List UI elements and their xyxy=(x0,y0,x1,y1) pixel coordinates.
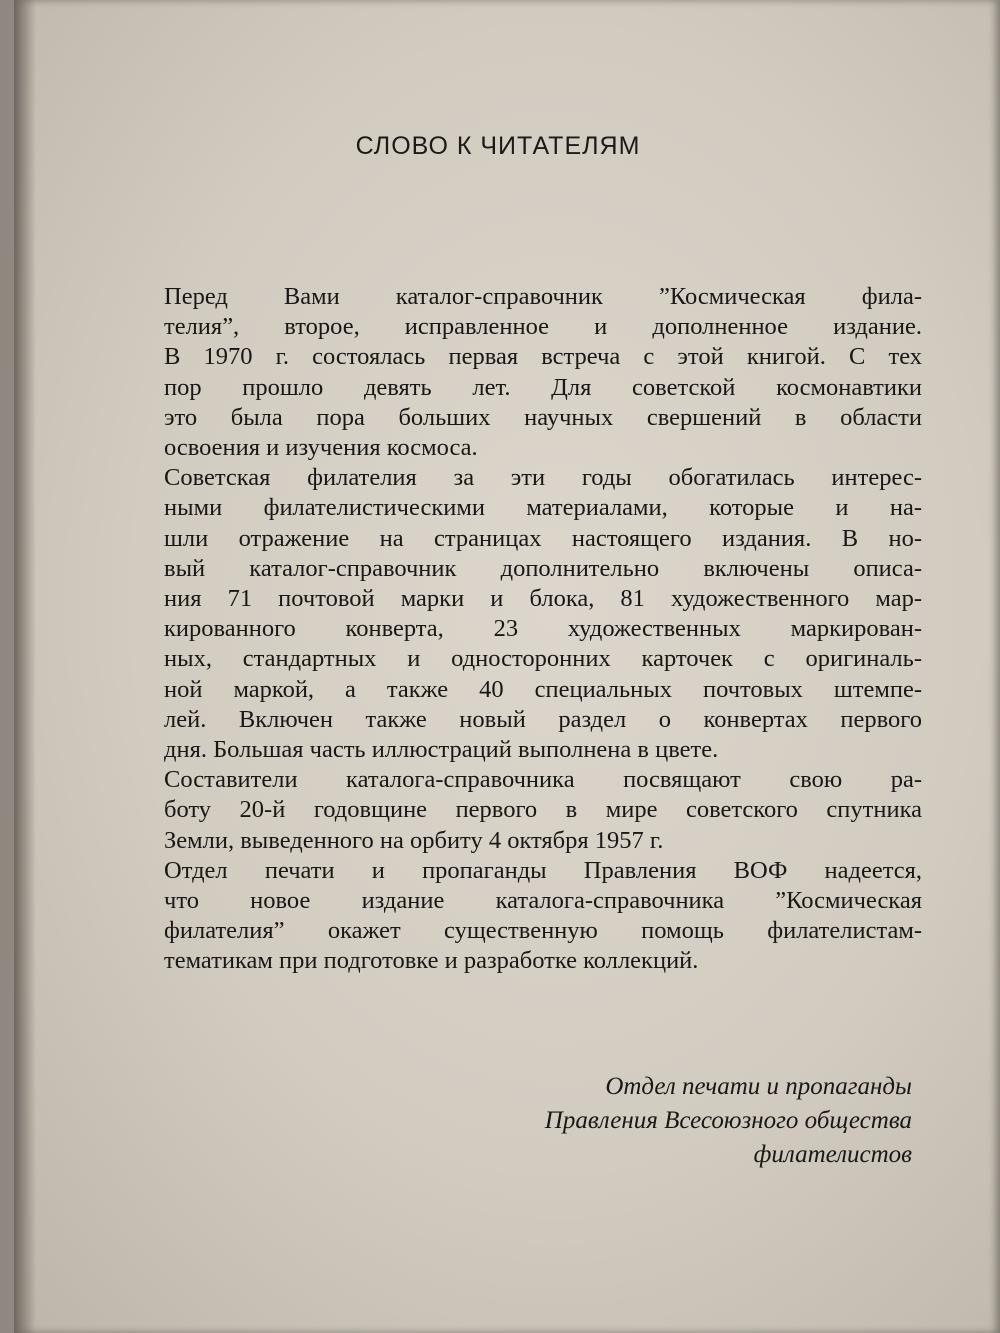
page-gutter-shadow xyxy=(14,0,36,1333)
paragraph-1 xyxy=(116,282,922,463)
text-line: освоения и изучения космоса. xyxy=(164,434,478,462)
text-line: В 1970 г. состоялась первая встреча с этой книгой. С тех xyxy=(164,343,922,371)
signature-line: Правления Всесоюзного общества xyxy=(544,1107,912,1134)
signature-line: Отдел печати и пропаганды xyxy=(605,1073,912,1100)
text-line: филателия” окажет существенную помощь филателистам- xyxy=(164,917,922,945)
text-line: лей. Включен также новый раздел о конвертах первого xyxy=(164,705,922,733)
text-line: пор прошло девять лет. Для советской космонавтики xyxy=(164,373,922,401)
text-line: вый каталог-справочник дополнительно включены описа- xyxy=(164,554,922,582)
text-line: Составители каталога-справочника посвящают свою ра- xyxy=(164,766,922,794)
text-line: телия”, второе, исправленное и дополненное издание. xyxy=(164,313,922,341)
text-line: ния 71 почтовой марки и блока, 81 художественного мар- xyxy=(164,585,922,613)
text-line: дня. Большая часть иллюстраций выполнена в цвете. xyxy=(164,736,719,764)
book-page xyxy=(14,0,1000,1333)
text-line: Отдел печати и пропаганды Правления ВОФ надеется, xyxy=(164,856,922,884)
text-line: боту 20-й годовщине первого в мире советского спутника xyxy=(164,796,922,824)
text-line: ными филателистическими материалами, которые и на- xyxy=(164,494,922,522)
body-text xyxy=(116,282,922,977)
text-line: Советская филателия за эти годы обогатилась интерес- xyxy=(164,464,922,492)
text-line: это была пора больших научных свершений в области xyxy=(164,403,922,431)
paragraph-4 xyxy=(116,856,922,977)
signature-line: филателистов xyxy=(753,1141,912,1168)
text-line: что новое издание каталога-справочника ”Космическая xyxy=(164,887,922,915)
text-line: тематикам при подготовке и разработке коллекций. xyxy=(164,947,699,975)
text-line: кированного конверта, 23 художественных маркирован- xyxy=(164,615,922,643)
paragraph-2 xyxy=(116,463,922,765)
paragraph-3 xyxy=(116,765,922,856)
text-line: ных, стандартных и односторонних карточек с оригиналь- xyxy=(164,645,922,673)
text-line: ной маркой, а также 40 специальных почтовых штемпе- xyxy=(164,675,922,703)
text-line: Земли, выведенного на орбиту 4 октября 1957 г. xyxy=(164,826,664,854)
signature-block xyxy=(392,1070,912,1172)
page-title: СЛОВО К ЧИТАТЕЛЯМ xyxy=(355,132,641,160)
text-line: Перед Вами каталог-справочник ”Космическая фила- xyxy=(164,283,922,310)
text-line: шли отражение на страницах настоящего издания. В но- xyxy=(164,524,922,552)
